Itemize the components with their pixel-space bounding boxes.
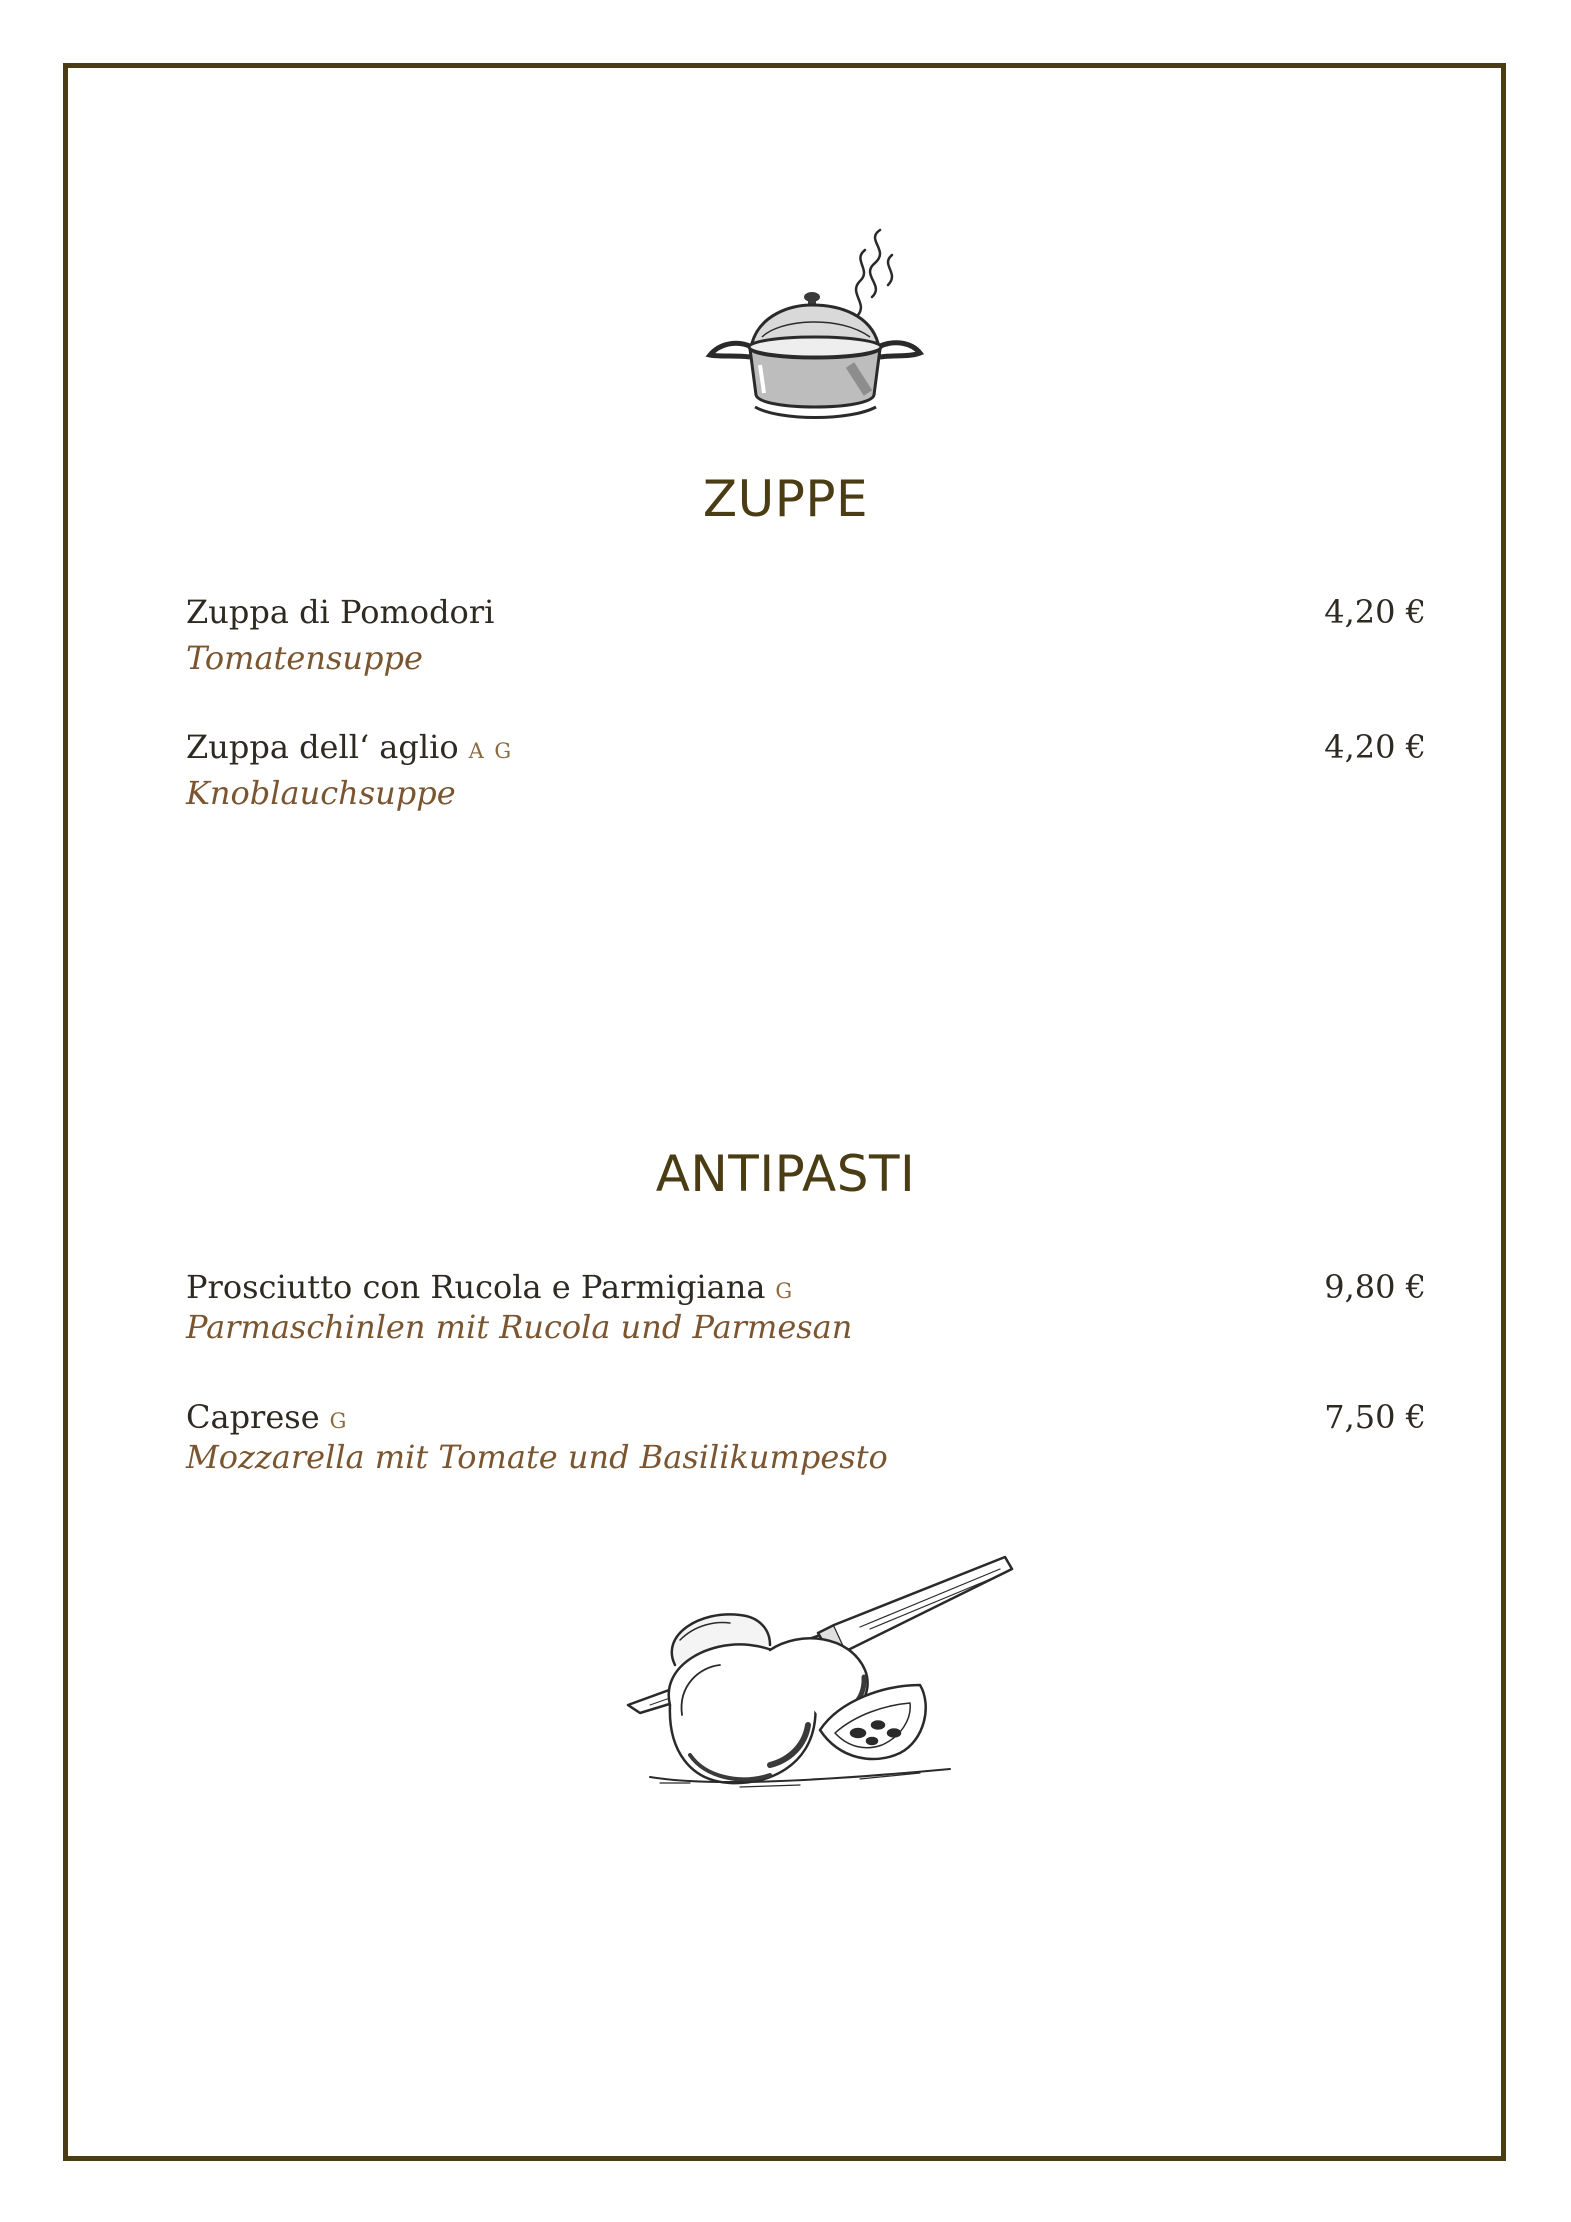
- item-description: Knoblauchsuppe: [186, 774, 456, 812]
- item-name: Prosciutto con Rucola e Parmigiana G: [186, 1268, 795, 1306]
- allergen-codes: G: [775, 1279, 795, 1303]
- item-price: 9,80 €: [1324, 1268, 1426, 1306]
- menu-item: [186, 1398, 1426, 1488]
- tomato-knife-icon: [620, 1555, 1020, 1805]
- allergen-codes: A G: [468, 739, 514, 763]
- item-name: Zuppa di Pomodori: [186, 593, 495, 631]
- section-title-zuppe: ZUPPE: [702, 470, 869, 528]
- item-name: Zuppa dell‘ aglio A G: [186, 728, 514, 766]
- item-description: Tomatensuppe: [186, 639, 423, 677]
- menu-item: [186, 1268, 1426, 1358]
- item-price: 7,50 €: [1324, 1398, 1426, 1436]
- menu-item: [186, 728, 1426, 818]
- allergen-codes: G: [329, 1409, 349, 1433]
- soup-pot-icon: [700, 215, 930, 430]
- section-title-antipasti: ANTIPASTI: [655, 1145, 916, 1203]
- menu-item: [186, 593, 1426, 683]
- item-price: 4,20 €: [1324, 593, 1426, 631]
- item-description: Mozzarella mit Tomate und Basilikumpesto: [186, 1438, 888, 1476]
- item-description: Parmaschinlen mit Rucola und Parmesan: [186, 1308, 853, 1346]
- item-price: 4,20 €: [1324, 728, 1426, 766]
- item-name: Caprese G: [186, 1398, 349, 1436]
